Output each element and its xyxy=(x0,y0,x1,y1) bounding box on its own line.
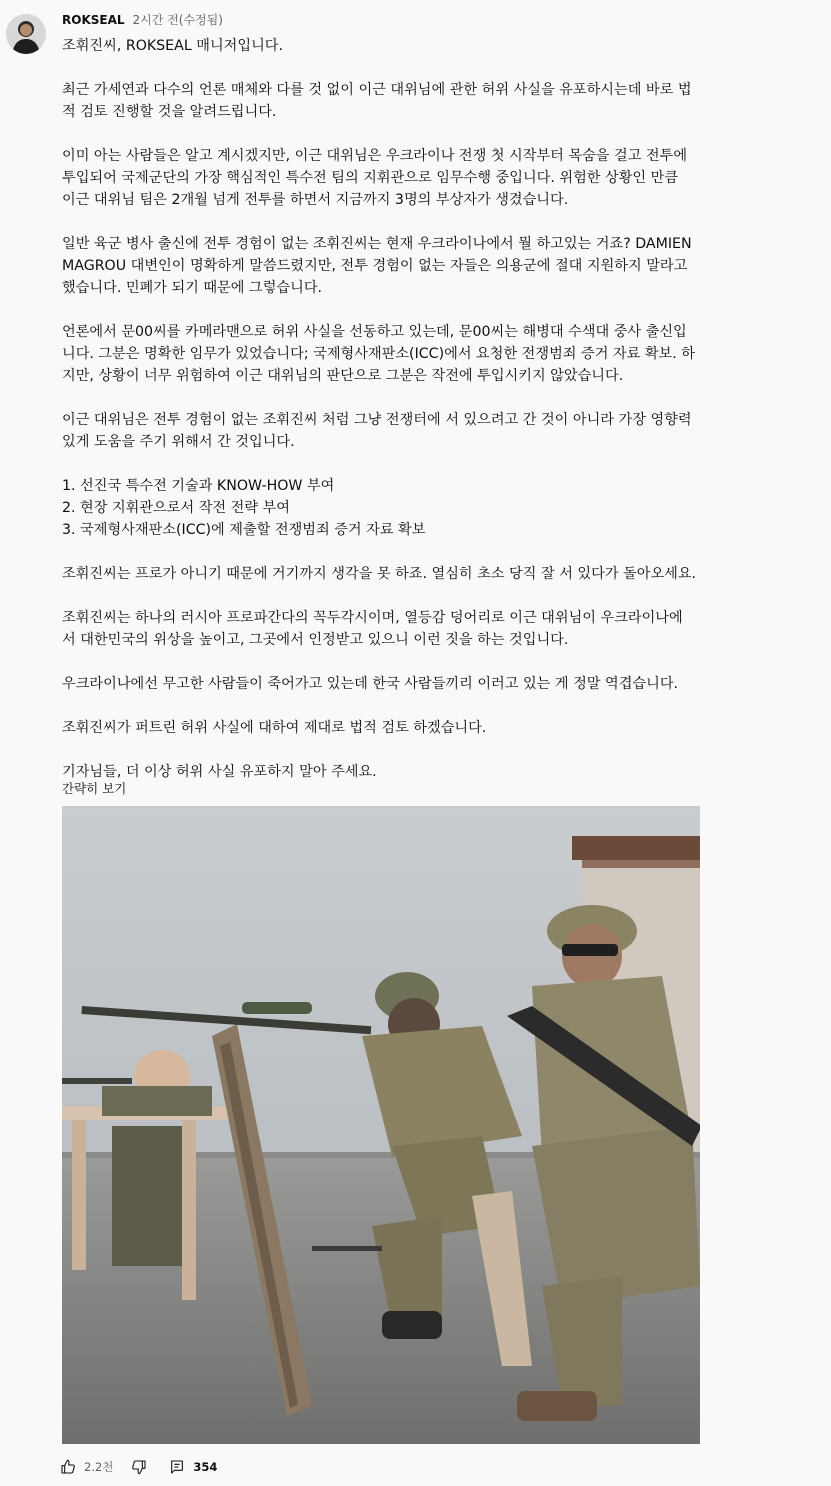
paragraph: 이근 대위님은 전투 경험이 없는 조휘진씨 처럼 그냥 전쟁터에 서 있으려고 간 것이 아니라 가장 영향력 있게 도움을 주기 위해서 간 것입니다. xyxy=(62,412,692,450)
dislike-button[interactable] xyxy=(131,1459,147,1475)
post-actions xyxy=(60,1456,217,1478)
like-button[interactable] xyxy=(60,1459,131,1475)
comment-count: 354 xyxy=(193,1460,218,1474)
paragraph: 우크라이나에선 무고한 사람들이 죽어가고 있는데 한국 사람들끼리 이러고 있는 게 정말 역겹습니다. xyxy=(62,676,679,692)
avatar-image xyxy=(6,14,46,54)
soldiers-photo xyxy=(62,806,700,1444)
post-header xyxy=(62,11,223,29)
author-avatar[interactable] xyxy=(6,14,46,54)
paragraph: 기자님들, 더 이상 허위 사실 유포하지 말아 주세요. xyxy=(62,764,377,780)
paragraph: 일반 육군 병사 출신에 전투 경험이 없는 조휘진씨는 현재 우크라이나에서 뭘 하고있는 거죠? DAMIEN MAGROU 대변인이 명확하게 말씀드렸지만, 전투 경험이 없는 자들은 의용군에 절대 지원하지 말라고 했습니다. 민폐가 되기 때문에 그렇습니다. xyxy=(62,236,692,296)
paragraph: 조휘진씨가 퍼트린 허위 사실에 대하여 제대로 법적 검토 하겠습니다. xyxy=(62,720,487,736)
like-count: 2.2천 xyxy=(84,1460,114,1474)
paragraph: 조휘진씨는 프로가 아니기 때문에 거기까지 생각을 못 하죠. 열심히 초소 당직 잘 서 있다가 돌아오세요. xyxy=(62,566,697,582)
show-less-button[interactable]: 간략히 보기 xyxy=(62,781,127,796)
thumbs-up-icon xyxy=(60,1459,76,1475)
comments-button[interactable] xyxy=(169,1459,217,1475)
thumbs-down-icon xyxy=(131,1459,147,1475)
paragraph: 최근 가세연과 다수의 언론 매체와 다를 것 없이 이근 대위님에 관한 허위 사실을 유포하시는데 바로 법 적 검토 진행할 것을 알려드립니다. xyxy=(62,82,692,120)
comment-icon xyxy=(169,1459,185,1475)
paragraph: 조휘진씨, ROKSEAL 매니저입니다. xyxy=(62,38,283,54)
paragraph: 언론에서 문00씨를 카메라맨으로 허위 사실을 선동하고 있는데, 문00씨는 해병대 수색대 중사 출신입 니다. 그분은 명확한 임무가 있었습니다; 국제형사재판소(ICC)에서 요청한 전쟁범죄 증거 자료 확보. 하 지만, 상황이 너무 위험하여 이근 대위님의 판단으로 그분은 작전에 투입시키지 않았습니다. xyxy=(62,324,695,384)
paragraph: 이미 아는 사람들은 알고 계시겠지만, 이근 대위님은 우크라이나 전쟁 첫 시작부터 목숨을 걸고 전투에 투입되어 국제군단의 가장 핵심적인 특수전 팀의 지휘관으로 임무수행 중입니다. 위험한 상황인 만큼 이근 대위님 팀은 2개월 넘게 전투를 하면서 지금까지 3명의 부상자가 생겼습니다. xyxy=(62,148,688,208)
paragraph: 1. 선진국 특수전 기술과 KNOW-HOW 부여 2. 현장 지휘관으로서 작전 전략 부여 3. 국제형사재판소(ICC)에 제출할 전쟁범죄 증거 자료 확보 xyxy=(62,478,426,538)
post-timestamp[interactable]: 2시간 전(수정됨) xyxy=(132,13,223,27)
author-name[interactable]: ROKSEAL xyxy=(62,13,125,27)
paragraph: 조휘진씨는 하나의 러시아 프로파간다의 꼭두각시이며, 열등감 덩어리로 이근 대위님이 우크라이나에 서 대한민국의 위상을 높이고, 그곳에서 인정받고 있으니 이런 짓을 하는 것입니다. xyxy=(62,610,683,648)
post-text xyxy=(62,35,802,783)
post-image[interactable] xyxy=(62,806,700,1444)
